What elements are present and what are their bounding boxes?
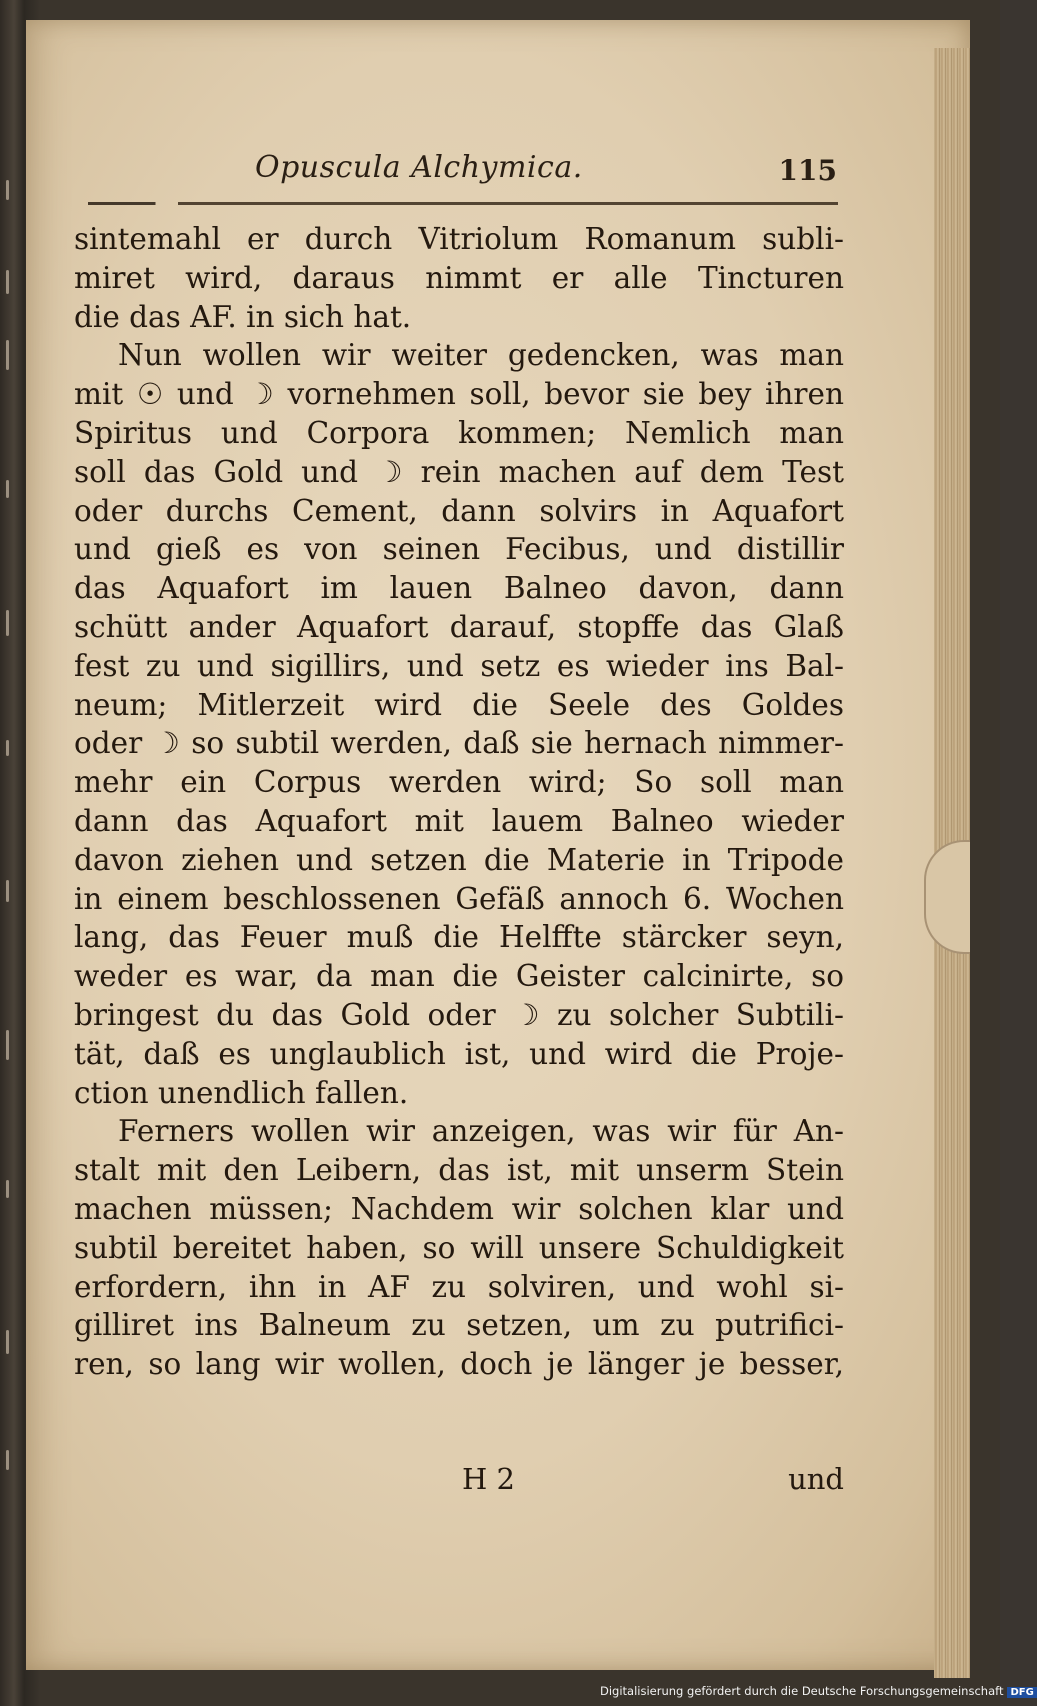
text-line: soll das Gold und ☽ rein machen auf dem Test	[74, 454, 844, 489]
text-line: bringest du das Gold oder ☽ zu solcher Subtili-	[74, 997, 844, 1032]
page-number: 115	[778, 154, 837, 187]
text-line: ction unendlich fallen.	[74, 1075, 409, 1110]
text-line: Spiritus und Corpora kommen; Nemlich man	[74, 415, 844, 450]
digitization-credit	[600, 1684, 1034, 1704]
header-rule	[88, 202, 838, 205]
text-line: in einem beschlossenen Gefäß annoch 6. Wochen	[74, 881, 844, 916]
text-line: ren, so lang wir wollen, doch je länger je besser,	[74, 1347, 844, 1382]
text-line: davon ziehen und setzen die Materie in Tripode	[74, 842, 844, 877]
text-line: mehr ein Corpus werden wird; So soll man	[74, 765, 844, 800]
text-line: erfordern, ihn in AF zu solviren, und wohl si-	[74, 1269, 844, 1304]
text-line: weder es war, da man die Geister calcinirte, so	[74, 959, 844, 994]
text-line: subtil bereitet haben, so will unsere Schuldigkeit	[74, 1230, 844, 1265]
page-tab-mark	[924, 840, 970, 954]
text-line: stalt mit den Leibern, das ist, mit unserm Stein	[74, 1153, 844, 1188]
text-line: mit ☉ und ☽ vornehmen soll, bevor sie bey ihren	[74, 377, 844, 412]
text-line: lang, das Feuer muß die Helffte stärcker seyn,	[74, 920, 844, 955]
body-text	[74, 220, 844, 1384]
running-header	[255, 150, 835, 194]
signature-mark: H 2	[462, 1462, 515, 1496]
credit-text: Digitalisierung gefördert durch die Deutsche Forschungsgemeinschaft	[600, 1684, 1004, 1698]
dfg-logo: DFG	[1007, 1687, 1036, 1698]
text-line: sintemahl er durch Vitriolum Romanum subli-	[74, 222, 844, 256]
catchword: und	[788, 1462, 844, 1496]
text-line: oder ☽ so subtil werden, daß sie hernach nimmer-	[74, 726, 844, 761]
running-title: Opuscula Alchymica.	[255, 150, 583, 185]
text-line: Nun wollen wir weiter gedencken, was man	[118, 338, 844, 373]
text-line: fest zu und sigillirs, und setz es wieder ins Bal-	[74, 648, 844, 683]
text-line: miret wird, daraus nimmt er alle Tincturen	[74, 260, 844, 295]
text-line: dann das Aquafort mit lauem Balneo wieder	[74, 803, 844, 838]
text-line: gilliret ins Balneum zu setzen, um zu putrifici-	[74, 1308, 844, 1343]
text-line: neum; Mitlerzeit wird die Seele des Goldes	[74, 687, 844, 722]
text-line: das Aquafort im lauen Balneo davon, dann	[74, 571, 844, 606]
text-line: machen müssen; Nachdem wir solchen klar und	[74, 1191, 844, 1226]
binding-gutter	[0, 180, 22, 1480]
page-foot	[74, 1462, 844, 1502]
text-line: schütt ander Aquafort darauf, stopffe das Glaß	[74, 609, 844, 644]
text-line: und gieß es von seinen Fecibus, und distillir	[74, 532, 844, 567]
text-line: tät, daß es unglaublich ist, und wird die Proje-	[74, 1036, 844, 1071]
text-line: oder durchs Cement, dann solvirs in Aquafort	[74, 493, 844, 528]
text-line: Ferners wollen wir anzeigen, was wir für An-	[118, 1114, 844, 1149]
text-line: die das AF. in sich hat.	[74, 299, 412, 334]
